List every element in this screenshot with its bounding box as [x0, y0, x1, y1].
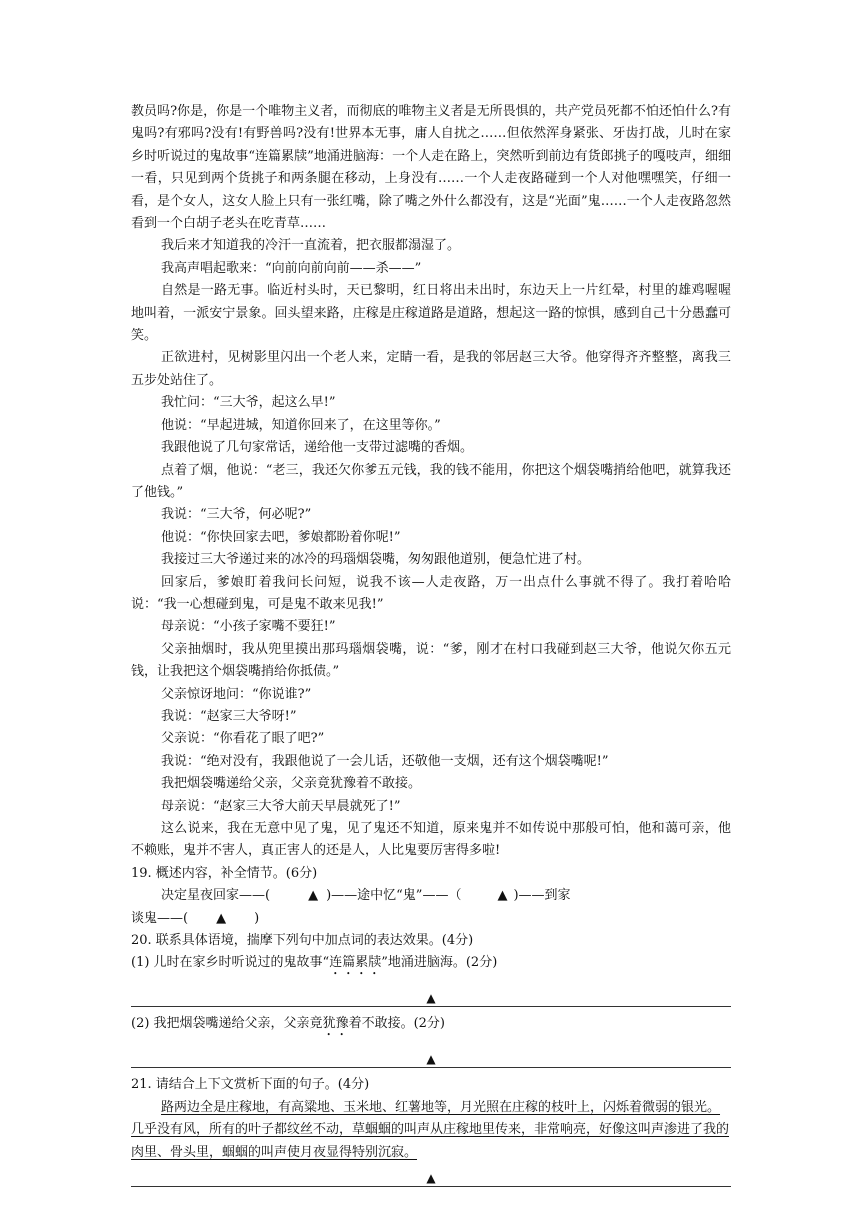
- paragraph: 点着了烟，他说：“老三，我还欠你爹五元钱，我的钱不能用，你把这个烟袋嘴捎给他吧，就算我还了他钱。”: [131, 462, 731, 500]
- dotted-word: 连篇累牍: [329, 955, 382, 971]
- fill-line: [131, 908, 731, 930]
- paragraph: 我把烟袋嘴递给父亲，父亲竟犹豫着不敢接。: [161, 776, 422, 792]
- sub-question-1: [131, 952, 731, 978]
- answer-mark: ▲: [426, 1052, 436, 1067]
- paragraph: 我高声唱起歌来：“向前向前向前——杀——”: [161, 260, 422, 276]
- paragraph: 我说：“三大爷，何必呢?”: [161, 507, 312, 523]
- question-19: [131, 863, 731, 930]
- answer-mark: ▲: [426, 991, 436, 1006]
- paragraph: 父亲说：“你看花了眼了吧?”: [161, 731, 325, 747]
- answer-mark: ▲: [426, 1171, 436, 1186]
- paragraph: 教员吗?你是，你是一个唯物主义者，而彻底的唯物主义者是无所畏惧的，共产党员死都不怕还怕什么?有鬼吗?有邪吗?没有!有野兽吗?没有!世界本无事，庸人自扰之……但依然浑身紧张、牙齿打战，儿时在家乡时听说过的鬼故事“连篇累牍”地涌进脑海：一个人走在路上，突然听到前边有货郎挑子的嘎吱声，细细一看，只见到两个货挑子和两条腿在移动，上身没有……一个人走夜路碰到一个人对他嘿嘿笑，仔细一看，是个女人，这女人脸上只有一张红嘴，除了嘴之外什么都没有，这是“光面”鬼……一个人走夜路忽然看到一个白胡子老头在吃青草……: [131, 104, 731, 232]
- answer-blank[interactable]: ▲: [497, 888, 508, 904]
- fill-line: [131, 885, 731, 907]
- fill-text: ): [254, 910, 260, 926]
- answer-line[interactable]: [131, 978, 731, 1007]
- paragraph: 我说：“绝对没有，我跟他说了一会儿话，还敬他一支烟，还有这个烟袋嘴呢!”: [161, 753, 609, 769]
- fill-text: )——到家: [513, 888, 571, 904]
- sub-question-text: (2) 我把烟袋嘴递给父亲，父亲竟: [131, 1016, 323, 1032]
- sub-question-text: 着不敢接。(2分): [348, 1016, 445, 1032]
- question-21: [131, 1074, 731, 1187]
- paragraph: 父亲惊讶地问：“你说谁?”: [161, 686, 312, 702]
- story-text: [131, 101, 731, 863]
- fill-text: 谈鬼——(: [131, 910, 189, 926]
- answer-line[interactable]: [131, 1164, 731, 1187]
- fill-text: )——途中忆“鬼”——（: [326, 888, 462, 904]
- paragraph: 自然是一路无事。临近村头时，天已黎明，红日将出未出时，东边天上一片红晕，村里的雄鸡喔喔地叫着，一派安宁景象。回头望来路，庄稼是庄稼道路是道路，想起这一路的惊惧，感到自己十分愚蠢可笑。: [131, 283, 731, 344]
- question-title: 19. 概述内容，补全情节。(6分): [131, 865, 318, 881]
- dotted-word: 犹豫: [322, 1016, 349, 1032]
- sub-question-text: (1) 儿时在家乡时听说过的鬼故事“: [131, 955, 330, 971]
- answer-blank[interactable]: ▲: [308, 888, 319, 904]
- paragraph: 我跟他说了几句家常话，递给他一支带过滤嘴的香烟。: [161, 440, 474, 456]
- paragraph: 我接过三大爷递过来的冰冷的玛瑙烟袋嘴，匆匆跟他道别，便急忙进了村。: [161, 552, 591, 568]
- document-page: [131, 101, 731, 1187]
- answer-line[interactable]: [131, 1039, 731, 1068]
- paragraph: 我后来才知道我的冷汗一直流着，把衣服都溻湿了。: [161, 238, 461, 254]
- paragraph: 母亲说：“赵家三大爷大前天早晨就死了!”: [161, 798, 401, 814]
- paragraph: 母亲说：“小孩子家嘴不要狂!”: [161, 619, 336, 635]
- question-title: 20. 联系具体语境，揣摩下列句中加点词的表达效果。(4分): [131, 933, 474, 949]
- quoted-passage: 路两边全是庄稼地，有高粱地、玉米地、红薯地等，月光照在庄稼的枝叶上，闪烁着微弱的银光。几乎没有风，所有的叶子都纹丝不动，草蝈蝈的叫声从庄稼地里传来，非常响亮，好像这叫声渗进了我的肉里、骨头里，蝈蝈的叫声使月夜显得特别沉寂。: [131, 1099, 730, 1160]
- question-title: 21. 请结合上下文赏析下面的句子。(4分): [131, 1077, 370, 1093]
- paragraph: 这么说来，我在无意中见了鬼，见了鬼还不知道，原来鬼并不如传说中那般可怕，他和蔼可亲，他不赖账，鬼并不害人，真正害人的还是人，人比鬼要厉害得多啦!: [131, 821, 731, 859]
- answer-blank[interactable]: ▲: [216, 910, 227, 926]
- fill-text: 决定星夜回家——(: [161, 888, 271, 904]
- paragraph: 父亲抽烟时，我从兜里摸出那玛瑙烟袋嘴，说：“爹，刚才在村口我碰到赵三大爷，他说欠你五元钱，让我把这个烟袋嘴捎给你抵债。”: [131, 641, 731, 680]
- paragraph: 正欲进村，见树影里闪出一个老人来，定睛一看，是我的邻居赵三大爷。他穿得齐齐整整，离我三五步处站住了。: [131, 350, 731, 388]
- question-20: [131, 930, 731, 1068]
- paragraph: 他说：“你快回家去吧，爹娘都盼着你呢!”: [161, 529, 401, 545]
- paragraph: 我忙问：“三大爷，起这么早!”: [161, 395, 336, 411]
- sub-question-2: [131, 1013, 731, 1039]
- paragraph: 回家后，爹娘盯着我问长问短，说我不该—人走夜路，万一出点什么事就不得了。我打着哈哈说：“我一心想碰到鬼，可是鬼不敢来见我!”: [131, 574, 731, 612]
- sub-question-text: ”地涌进脑海。(2分): [381, 955, 498, 971]
- paragraph: 我说：“赵家三大爷呀!”: [161, 708, 297, 724]
- paragraph: 他说：“早起进城，知道你回来了，在这里等你。”: [161, 417, 441, 433]
